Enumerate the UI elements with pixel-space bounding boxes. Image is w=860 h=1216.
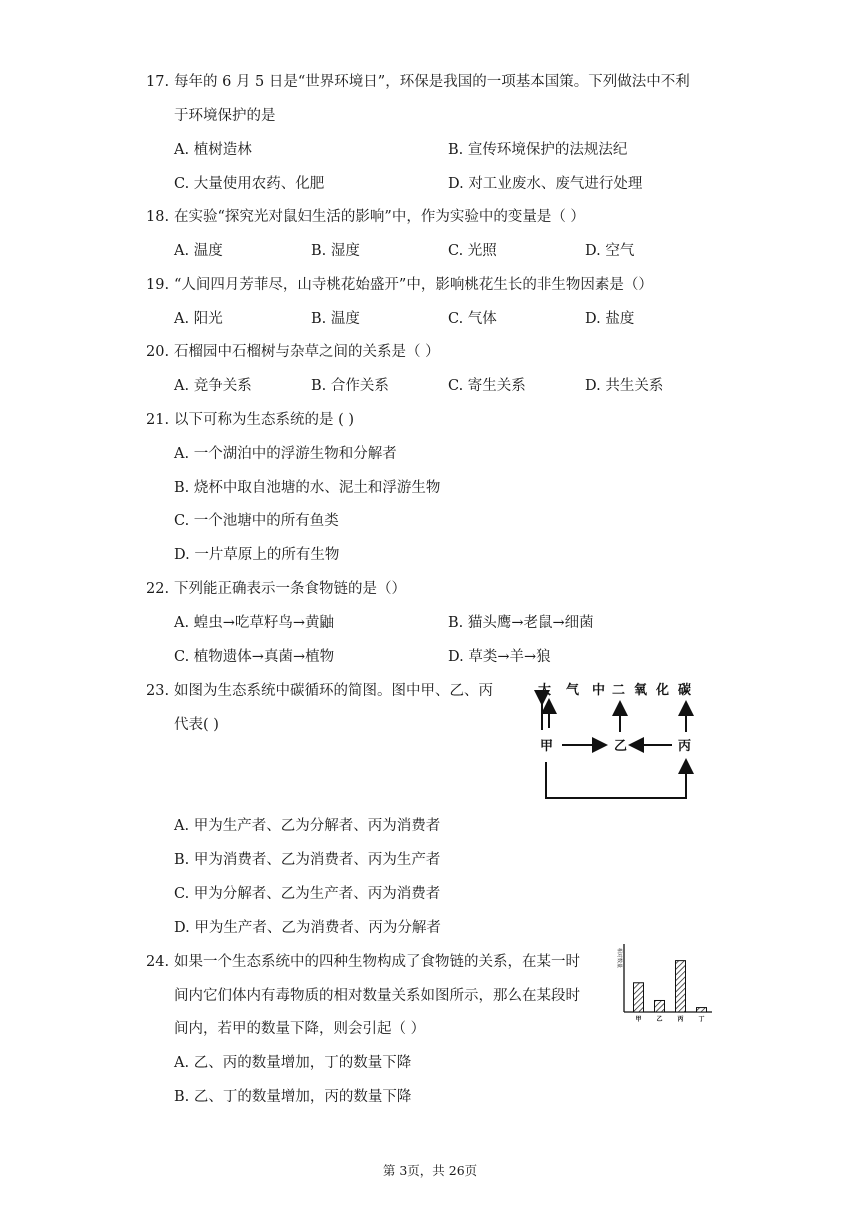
option-a: A. 阳光 bbox=[174, 311, 223, 327]
arrow-jia-bing bbox=[546, 762, 686, 798]
option-c: C. 气体 bbox=[448, 311, 497, 327]
option-d: D. 共生关系 bbox=[585, 378, 664, 394]
option-c: C. 一个池塘中的所有鱼类 bbox=[174, 513, 339, 529]
option-c: C. 寄生关系 bbox=[448, 378, 526, 394]
option-d: D. 对工业废水、废气进行处理 bbox=[448, 176, 643, 192]
option-a: A. 植树造林 bbox=[174, 142, 252, 158]
option-d: D. 一片草原上的所有生物 bbox=[174, 547, 340, 563]
question-number: 17. bbox=[146, 74, 170, 90]
carbon-cycle-diagram bbox=[530, 678, 700, 806]
diagram-char: 氧 bbox=[634, 683, 648, 698]
question-stem: 在实验“探究光对鼠妇生活的影响”中，作为实验中的变量是（ ） bbox=[174, 209, 585, 225]
toxin-bar-chart bbox=[614, 940, 714, 1024]
bar-3 bbox=[697, 1008, 707, 1012]
question-stem: 如果一个生态系统中的四种生物构成了食物链的关系，在某一时 bbox=[174, 954, 580, 970]
question-stem: 石榴园中石榴树与杂草之间的关系是（ ） bbox=[174, 344, 440, 360]
diagram-char: 碳 bbox=[678, 683, 692, 698]
option-c: C. 光照 bbox=[448, 243, 497, 259]
diagram-char: 气 bbox=[566, 683, 580, 698]
diagram-char: 大 bbox=[538, 683, 552, 698]
category-label: 丁 bbox=[698, 1016, 705, 1023]
option-a: A. 竞争关系 bbox=[174, 378, 252, 394]
page-footer: 第 3页，共 26页 bbox=[382, 1163, 478, 1178]
option-a: A. 蝗虫→吃草籽鸟→黄鼬 bbox=[174, 615, 334, 631]
option-d: D. 盐度 bbox=[585, 311, 635, 327]
category-label: 丙 bbox=[677, 1016, 684, 1023]
bar-0 bbox=[634, 983, 644, 1012]
diagram-char: 中 bbox=[592, 683, 606, 698]
option-a: A. 乙、丙的数量增加，丁的数量下降 bbox=[174, 1055, 412, 1071]
question-stem: 以下可称为生态系统的是 ( ) bbox=[174, 412, 355, 428]
option-c: C. 甲为分解者、乙为生产者、丙为消费者 bbox=[174, 886, 441, 902]
option-b: B. 合作关系 bbox=[311, 378, 389, 394]
question-stem: 如图为生态系统中碳循环的简图。图中甲、乙、丙 bbox=[174, 683, 493, 699]
question-stem-cont: 于环境保护的是 bbox=[174, 108, 276, 124]
node-bing: 丙 bbox=[678, 739, 692, 754]
y-axis-label: 相对数量 bbox=[616, 948, 622, 969]
option-c: C. 植物遗体→真菌→植物 bbox=[174, 649, 335, 665]
bar-1 bbox=[655, 1000, 665, 1012]
option-b: B. 甲为消费者、乙为消费者、丙为生产者 bbox=[174, 852, 441, 868]
question-number: 21. bbox=[146, 412, 170, 428]
option-a: A. 一个湖泊中的浮游生物和分解者 bbox=[174, 446, 397, 462]
question-stem-cont: 代表( ) bbox=[174, 717, 219, 733]
option-a: A. 甲为生产者、乙为分解者、丙为消费者 bbox=[174, 818, 441, 834]
category-label: 乙 bbox=[656, 1016, 663, 1023]
option-d: D. 草类→羊→狼 bbox=[448, 649, 551, 665]
option-b: B. 乙、丁的数量增加，丙的数量下降 bbox=[174, 1089, 412, 1105]
diagram-char: 二 bbox=[612, 683, 626, 698]
option-b: B. 湿度 bbox=[311, 243, 360, 259]
question-number: 18. bbox=[146, 209, 170, 225]
diagram-char: 化 bbox=[656, 683, 670, 698]
option-b: B. 宣传环境保护的法规法纪 bbox=[448, 142, 628, 158]
question-stem: 每年的 6 月 5 日是“世界环境日”，环保是我国的一项基本国策。下列做法中不利 bbox=[174, 74, 690, 90]
bar-2 bbox=[676, 961, 686, 1012]
question-number: 22. bbox=[146, 581, 170, 597]
question-stem: 下列能正确表示一条食物链的是（） bbox=[174, 581, 406, 597]
option-c: C. 大量使用农药、化肥 bbox=[174, 176, 325, 192]
option-a: A. 温度 bbox=[174, 243, 223, 259]
question-number: 23. bbox=[146, 683, 170, 699]
node-jia: 甲 bbox=[540, 739, 554, 754]
question-number: 24. bbox=[146, 954, 170, 970]
category-label: 甲 bbox=[635, 1016, 642, 1023]
question-number: 19. bbox=[146, 277, 170, 293]
option-b: B. 烧杯中取自池塘的水、泥土和浮游生物 bbox=[174, 480, 441, 496]
question-stem-cont: 间内，若甲的数量下降，则会引起（ ） bbox=[174, 1021, 426, 1037]
question-number: 20. bbox=[146, 344, 170, 360]
option-d: D. 甲为生产者、乙为消费者、丙为分解者 bbox=[174, 920, 441, 936]
option-d: D. 空气 bbox=[585, 243, 635, 259]
option-b: B. 猫头鹰→老鼠→细菌 bbox=[448, 615, 594, 631]
option-b: B. 温度 bbox=[311, 311, 360, 327]
question-stem: “人间四月芳菲尽，山寺桃花始盛开”中，影响桃花生长的非生物因素是（） bbox=[174, 277, 653, 293]
node-yi: 乙 bbox=[614, 739, 628, 754]
question-stem-cont: 间内它们体内有毒物质的相对数量关系如图所示，那么在某段时 bbox=[174, 988, 580, 1004]
